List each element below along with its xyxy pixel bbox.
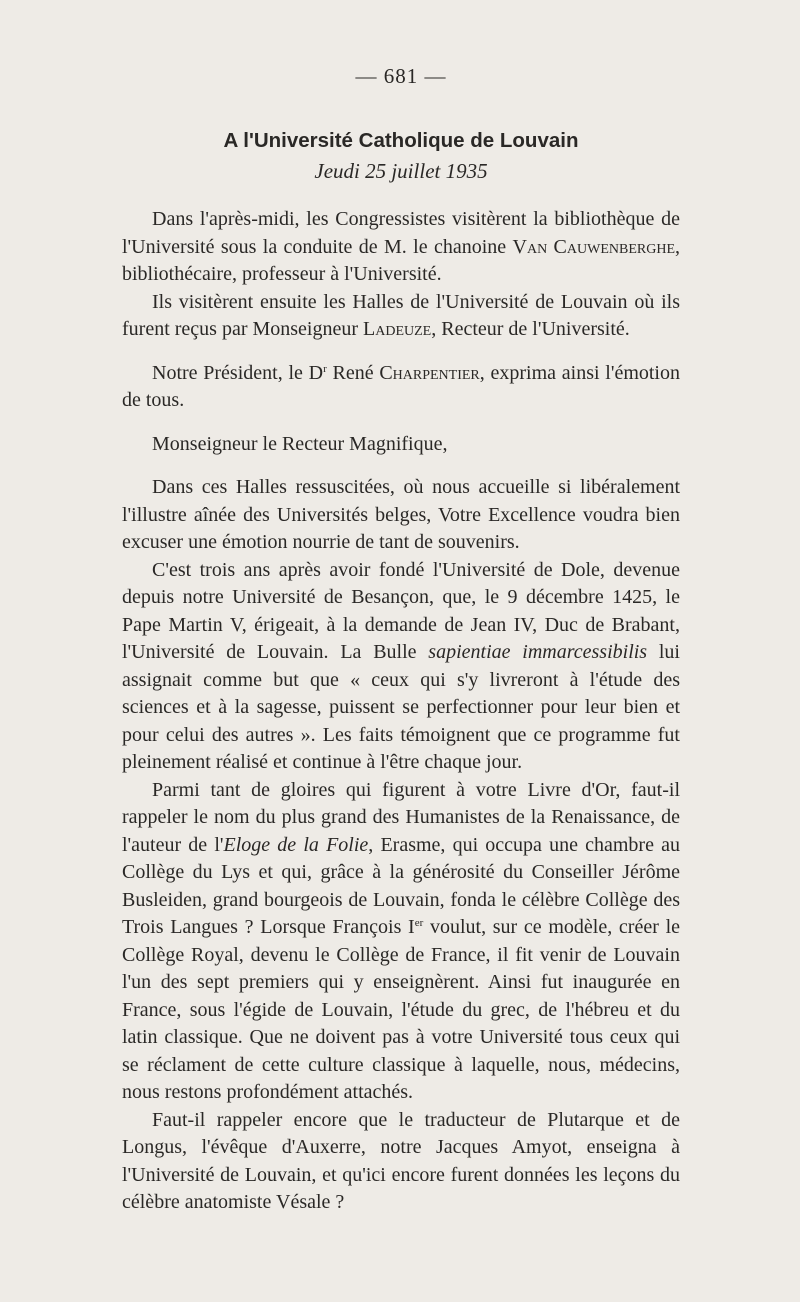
person-name: Ladeuze [363, 318, 432, 340]
paragraph-library-visit [122, 206, 680, 289]
person-name: Charpentier [379, 361, 480, 384]
text-run: lui assignait comme but que « ceux qui s'y livreront à l'étude des sciences et à la sagesse, puissent se perfectionner pour leur bien et pour celui des autres ». Les faits témoignent que ce programme fut pleinement réalisé et continue à l'être chaque jour. [122, 641, 680, 773]
paragraph-president [122, 360, 680, 415]
paragraph-salutation [122, 431, 680, 459]
superscript: r [323, 362, 327, 375]
paragraph-halles-visit [122, 289, 680, 344]
text-run: voulut, sur ce modèle, créer le Collège Royal, devenu le Collège de France, il fit venir de Louvain l'un des sept premiers qui y enseignèrent. Ainsi fut inaugurée en France, sous l'égide de Louvain, l'étude du grec, de l'hébreu et du latin classique. Que ne doivent pas à votre Université tous ceux qui se réclament de cette culture classique à laquelle, nous, médecins, nous restons profondément attachés. [122, 916, 681, 1103]
text-run: , Erasme, qui occupa une chambre au Collège du Lys et qui, grâce à la générosité du Conseiller Jérôme Busleiden, grand bourgeois de Louvain, fonda le célèbre Collège des Trois Langues ? Lorsque François I [122, 833, 681, 938]
text-run: Notre Président, le D [152, 361, 324, 384]
section-title: A l'Université Catholique de Louvain [223, 129, 579, 152]
text-run: Dans l'après-midi, les Congressistes visitèrent la bibliothèque de l'Université sous la conduite de M. le chanoine [122, 208, 680, 258]
page-number: — 681 — [355, 64, 447, 88]
person-name: Van Cauwenberghe [512, 235, 675, 258]
text-run: Monseigneur le Recteur Magnifique, [152, 432, 448, 455]
paragraph-amyot-vesale [122, 1107, 680, 1217]
paragraph-welcome [122, 474, 680, 557]
text-run: Dans ces Halles ressuscitées, où nous accueille si libéralement l'illustre aînée des Universités belges, Votre Excellence voudra bien excuser une émotion nourrie de tant de souvenirs. [122, 476, 680, 553]
text-run: Parmi tant de gloires qui figurent à votre Livre d'Or, faut-il rappeler le nom du plus grand des Humanistes de la Renaissance, de l'auteur de l' [122, 778, 680, 856]
superscript: er [414, 917, 424, 929]
paragraph-erasmus [122, 777, 680, 1107]
paragraph-founding [122, 557, 680, 777]
text-run: , exprima ainsi l'émotion de tous. [122, 361, 680, 411]
text-run: C'est trois ans après avoir fondé l'Université de Dole, devenue depuis notre Université de Besançon, que, le 9 décembre 1425, le Pape Martin V, érigeait, à la demande de Jean IV, Duc de Brabant, l'Université de Louvain. La Bulle [122, 558, 680, 663]
text-run: René [326, 361, 380, 384]
text-run: Ils visitèrent ensuite les Halles de l'Université de Louvain où ils furent reçus par Monseigneur [122, 290, 680, 340]
text-run: , Recteur de l'Université. [431, 318, 630, 340]
italic-title: Eloge de la Folie [223, 833, 369, 856]
text-run: Faut-il rappeler encore que le traducteur de Plutarque et de Longus, l'évêque d'Auxerre, notre Jacques Amyot, enseigna à l'Université de Louvain, et qu'ici encore furent données les leçons du célèbre anatomiste Vésale ? [122, 1108, 680, 1213]
section-date: Jeudi 25 juillet 1935 [314, 159, 488, 183]
text-run: , bibliothécaire, professeur à l'Université. [122, 235, 680, 285]
italic-title: sapientiae immarcessibilis [428, 641, 648, 663]
